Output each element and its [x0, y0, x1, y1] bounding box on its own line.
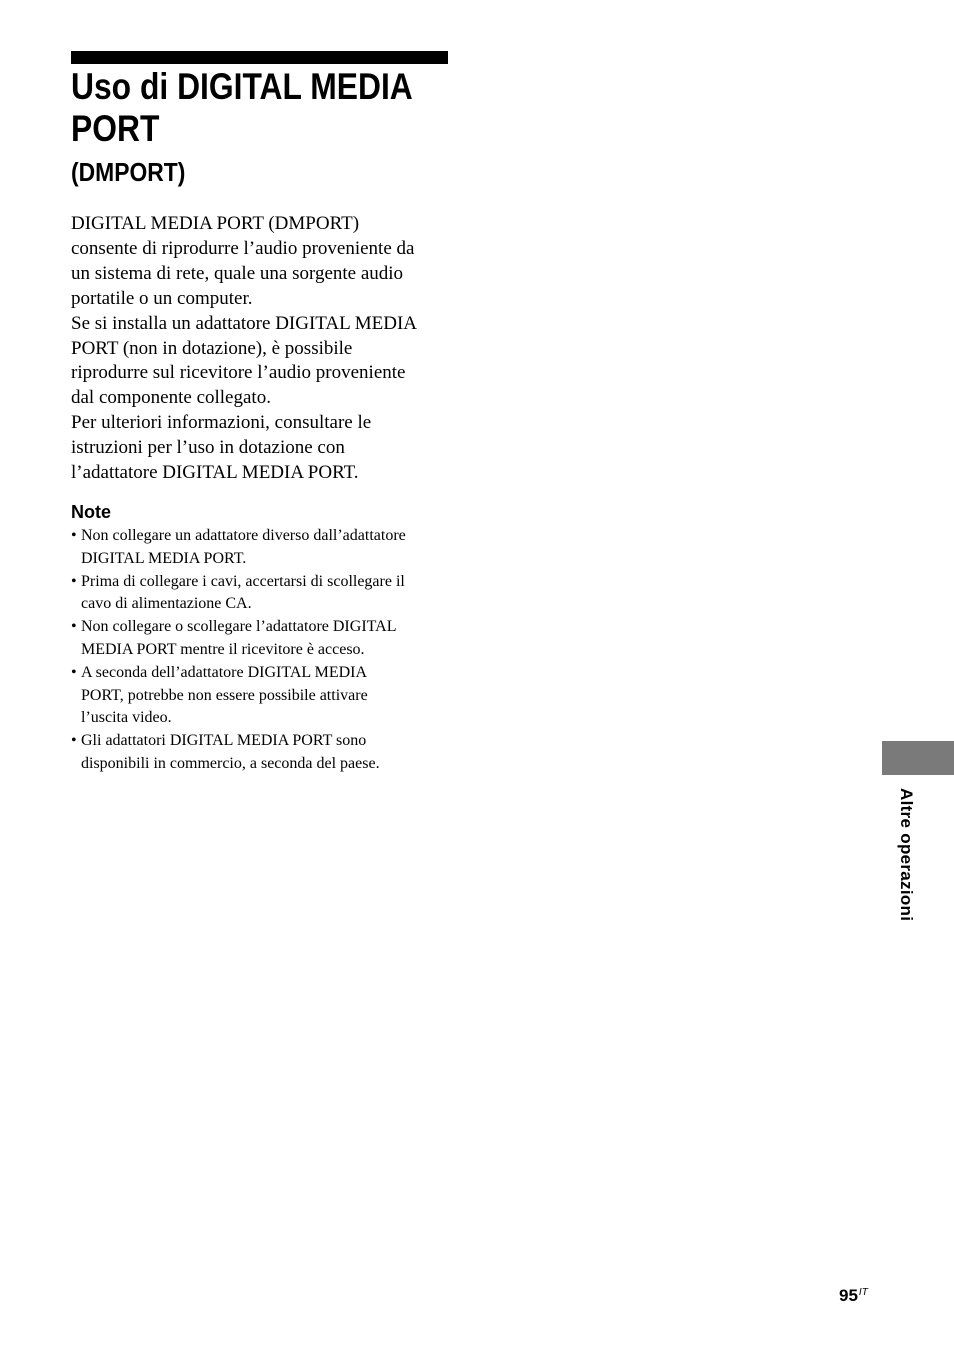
bullet-icon: •	[71, 732, 77, 750]
note-line: PORT, potrebbe non essere possibile attivare	[81, 686, 368, 704]
body-line: un sistema di rete, quale una sorgente audio	[71, 262, 404, 284]
note-line: Non collegare o scollegare l’adattatore DIGITAL	[81, 618, 397, 636]
body-line: Per ulteriori informazioni, consultare le	[71, 412, 372, 434]
note-item	[71, 616, 451, 662]
bullet-icon: •	[71, 618, 77, 636]
page-title-line-1: Uso di DIGITAL MEDIA	[71, 66, 413, 107]
bullet-icon: •	[71, 527, 77, 544]
notes-list	[71, 525, 451, 776]
body-line: DIGITAL MEDIA PORT (DMPORT)	[71, 213, 360, 234]
note-line: disponibili in commercio, a seconda del paese.	[81, 754, 380, 772]
note-item	[71, 662, 451, 730]
note-line: Gli adattatori DIGITAL MEDIA PORT sono	[81, 732, 367, 750]
page-language-suffix: IT	[858, 1287, 868, 1298]
note-line: Non collegare un adattatore diverso dall’adattatore	[81, 527, 406, 544]
note-line: A seconda dell’adattatore DIGITAL MEDIA	[81, 663, 368, 681]
page-subtitle: (DMPORT)	[71, 157, 186, 187]
title-rule	[71, 51, 448, 64]
note-item	[71, 730, 451, 776]
body-line: istruzioni per l’uso in dotazione con	[71, 437, 345, 459]
page-number	[839, 1282, 868, 1307]
body-line: l’adattatore DIGITAL MEDIA PORT.	[71, 462, 359, 484]
body-paragraph	[71, 212, 451, 486]
body-line: portatile o un computer.	[71, 287, 253, 309]
body-line: Se si installa un adattatore DIGITAL MEDIA	[71, 312, 418, 334]
note-item	[71, 525, 451, 571]
page-title	[71, 66, 413, 150]
body-line: consente di riprodurre l’audio proveniente da	[71, 237, 415, 259]
note-line: Prima di collegare i cavi, accertarsi di scollegare il	[81, 572, 405, 590]
section-tab-label: Altre operazioni	[897, 788, 916, 922]
note-line: DIGITAL MEDIA PORT.	[81, 549, 247, 567]
bullet-icon: •	[71, 663, 77, 681]
body-line: dal componente collegato.	[71, 387, 271, 409]
page-title-line-2: PORT	[71, 108, 160, 149]
note-item	[71, 571, 451, 617]
notes-heading: Note	[71, 502, 111, 522]
note-line: l’uscita video.	[81, 709, 172, 727]
section-tab-marker	[882, 741, 954, 775]
bullet-icon: •	[71, 572, 77, 590]
note-line: MEDIA PORT mentre il ricevitore è acceso.	[81, 640, 365, 658]
note-line: cavo di alimentazione CA.	[81, 595, 252, 613]
body-line: riprodurre sul ricevitore l’audio proveniente	[71, 362, 406, 384]
body-line: PORT (non in dotazione), è possibile	[71, 337, 353, 359]
page-number-value: 95	[839, 1286, 858, 1305]
